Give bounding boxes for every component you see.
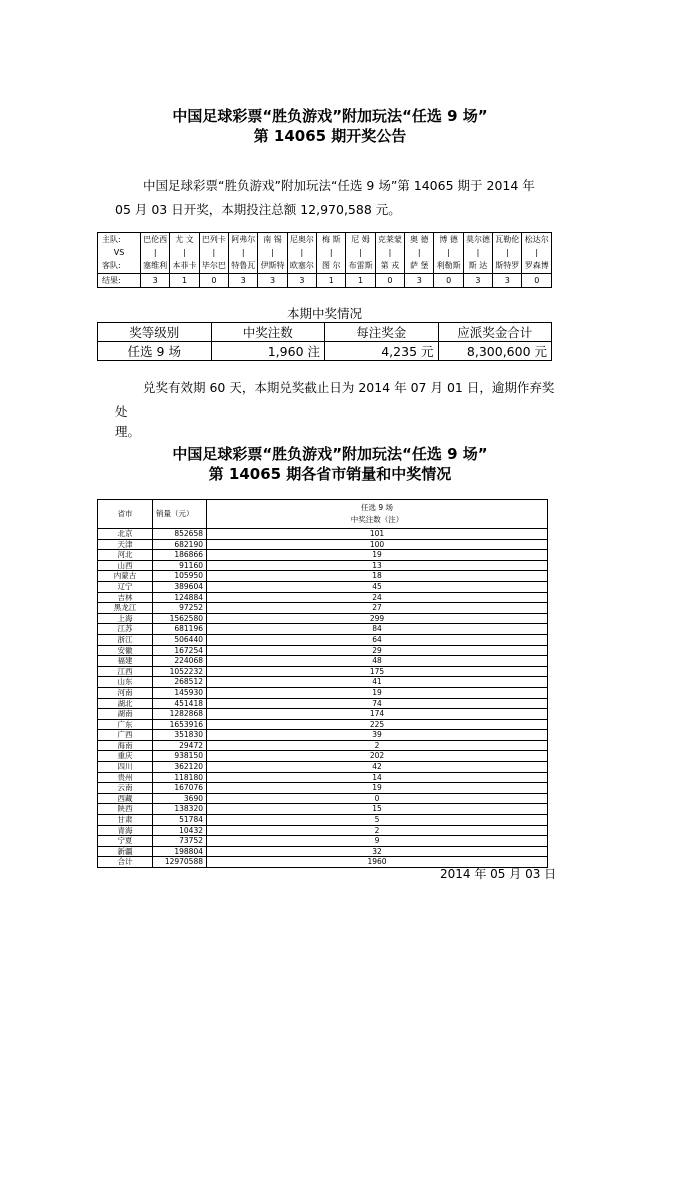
result-cell: 3 xyxy=(493,274,522,288)
win-count-cell: 39 xyxy=(207,730,548,741)
region-cell: 上海 xyxy=(98,613,153,624)
region-cell: 宁夏 xyxy=(98,836,153,847)
home-team: 尼 姆 xyxy=(351,235,370,244)
table-row xyxy=(98,624,548,635)
table-row xyxy=(98,687,548,698)
table-row xyxy=(98,804,548,815)
table-row xyxy=(98,740,548,751)
announcement-title: 中国足球彩票“胜负游戏”附加玩法“任选 9 场” xyxy=(172,107,488,125)
table-row xyxy=(98,581,548,592)
win-count-cell: 24 xyxy=(207,592,548,603)
table-row xyxy=(98,529,548,540)
home-team: 阿弗尔 xyxy=(231,235,256,244)
vs-bar: | xyxy=(241,248,245,257)
sales-cell: 138320 xyxy=(153,804,207,815)
win-count-cell: 14 xyxy=(207,772,548,783)
win-count-cell: 74 xyxy=(207,698,548,709)
report-date: 2014 年 05 月 03 日 xyxy=(440,867,557,881)
table-row xyxy=(98,772,548,783)
result-cell: 3 xyxy=(463,274,492,288)
win-count-cell: 41 xyxy=(207,677,548,688)
table-row xyxy=(98,719,548,730)
region-cell: 江西 xyxy=(98,666,153,677)
sales-cell: 938150 xyxy=(153,751,207,762)
match-cell xyxy=(405,233,434,274)
sales-cell: 118180 xyxy=(153,772,207,783)
home-team: 南 锡 xyxy=(263,235,282,244)
away-team: 布雷斯 xyxy=(348,261,373,270)
result-cell: 3 xyxy=(405,274,434,288)
vs-bar: | xyxy=(183,248,186,257)
sales-cell: 3690 xyxy=(153,793,207,804)
sales-cell: 389604 xyxy=(153,581,207,592)
prize-total: 8,300,600 元 xyxy=(438,342,552,361)
table-row xyxy=(98,730,548,741)
prize-row xyxy=(98,342,552,361)
prize-count: 1,960 注 xyxy=(211,342,325,361)
sales-cell: 198804 xyxy=(153,846,207,857)
table-row xyxy=(98,571,548,582)
table-row xyxy=(98,539,548,550)
win-count-cell: 299 xyxy=(207,613,548,624)
win-count-cell: 29 xyxy=(207,645,548,656)
away-team: 欧塞尔 xyxy=(289,261,314,270)
win-count-cell: 48 xyxy=(207,656,548,667)
region-cell: 北京 xyxy=(98,529,153,540)
away-team: 图 尔 xyxy=(321,261,341,270)
prize-header: 中奖注数 xyxy=(211,323,325,342)
match-table xyxy=(97,232,552,288)
match-cell xyxy=(141,233,170,274)
province-subtitle: 第 14065 期各省市销量和中奖情况 xyxy=(208,465,452,483)
result-cell: 3 xyxy=(141,274,170,288)
result-cell: 3 xyxy=(258,274,287,288)
region-cell: 贵州 xyxy=(98,772,153,783)
match-cell xyxy=(375,233,404,274)
win-count-cell: 175 xyxy=(207,666,548,677)
win-count-cell: 13 xyxy=(207,560,548,571)
table-row xyxy=(98,550,548,561)
table-row xyxy=(98,846,548,857)
match-cell xyxy=(287,233,316,274)
away-team: 伊斯特 xyxy=(260,261,285,270)
region-cell: 湖南 xyxy=(98,709,153,720)
home-team: 梅 斯 xyxy=(321,235,341,244)
vs-bar: | xyxy=(329,248,333,257)
table-row xyxy=(98,656,548,667)
sales-cell: 97252 xyxy=(153,603,207,614)
table-row xyxy=(98,560,548,571)
vs-bar: | xyxy=(212,248,216,257)
sales-cell: 224068 xyxy=(153,656,207,667)
win-count-cell: 19 xyxy=(207,550,548,561)
announcement-subtitle: 第 14065 期开奖公告 xyxy=(253,127,407,145)
region-cell: 黑龙江 xyxy=(98,603,153,614)
win-count-cell: 225 xyxy=(207,719,548,730)
win-count-cell: 15 xyxy=(207,804,548,815)
sales-cell: 29472 xyxy=(153,740,207,751)
table-row xyxy=(98,666,548,677)
win-count-cell: 9 xyxy=(207,836,548,847)
table-row xyxy=(98,634,548,645)
sales-cell: 1052232 xyxy=(153,666,207,677)
vs-bar: | xyxy=(153,248,157,257)
result-cell: 0 xyxy=(375,274,404,288)
region-cell: 福建 xyxy=(98,656,153,667)
home-team: 巴列卡 xyxy=(201,235,226,244)
away-team: 罗森博 xyxy=(524,261,549,270)
match-cell xyxy=(522,233,552,274)
vs-bar: | xyxy=(417,248,421,257)
province-table xyxy=(97,499,548,868)
region-cell: 山西 xyxy=(98,560,153,571)
region-cell: 河南 xyxy=(98,687,153,698)
sales-cell: 51784 xyxy=(153,815,207,826)
win-count-cell: 1960 xyxy=(207,857,548,868)
win-count-cell: 42 xyxy=(207,762,548,773)
sales-cell: 682190 xyxy=(153,539,207,550)
win-count-cell: 45 xyxy=(207,581,548,592)
vs-label: VS xyxy=(113,248,125,257)
table-row xyxy=(98,815,548,826)
match-cell xyxy=(493,233,522,274)
sales-cell: 186866 xyxy=(153,550,207,561)
match-cell xyxy=(258,233,287,274)
sales-cell: 362120 xyxy=(153,762,207,773)
result-cell: 3 xyxy=(287,274,316,288)
prize-header-row xyxy=(98,323,552,342)
sales-cell: 681196 xyxy=(153,624,207,635)
province-title: 中国足球彩票“胜负游戏”附加玩法“任选 9 场” xyxy=(172,445,488,463)
table-row xyxy=(98,836,548,847)
province-header-row xyxy=(98,500,548,529)
sales-cell: 1562580 xyxy=(153,613,207,624)
win-count-cell: 2 xyxy=(207,825,548,836)
sales-cell: 145930 xyxy=(153,687,207,698)
table-row xyxy=(98,825,548,836)
sales-cell: 351830 xyxy=(153,730,207,741)
region-cell: 海南 xyxy=(98,740,153,751)
win-count-cell: 101 xyxy=(207,529,548,540)
match-cell xyxy=(463,233,492,274)
sales-cell: 12970588 xyxy=(153,857,207,868)
table-row xyxy=(98,751,548,762)
home-team: 松达尔 xyxy=(524,235,549,244)
region-cell: 青海 xyxy=(98,825,153,836)
region-cell: 天津 xyxy=(98,539,153,550)
region-cell: 西藏 xyxy=(98,793,153,804)
away-team: 特鲁瓦 xyxy=(231,261,256,270)
match-cell xyxy=(229,233,258,274)
region-cell: 四川 xyxy=(98,762,153,773)
sales-cell: 268512 xyxy=(153,677,207,688)
redeem-line-2: 理。 xyxy=(115,424,141,439)
table-row xyxy=(98,603,548,614)
table-row xyxy=(98,793,548,804)
prize-table xyxy=(97,322,552,361)
home-label: 主队: xyxy=(102,235,121,244)
vs-bar: | xyxy=(447,248,450,257)
home-team: 博 德 xyxy=(439,235,458,244)
win-count-cell: 174 xyxy=(207,709,548,720)
prize-caption: 本期中奖情况 xyxy=(286,306,362,321)
vs-bar: | xyxy=(271,248,274,257)
away-team: 塞维利 xyxy=(143,261,168,270)
win-count-cell: 19 xyxy=(207,687,548,698)
sales-header: 销量（元） xyxy=(153,500,207,529)
home-team: 巴伦西 xyxy=(143,235,168,244)
sales-cell: 852658 xyxy=(153,529,207,540)
region-header: 省市 xyxy=(98,500,153,529)
away-team: 本菲卡 xyxy=(172,261,197,270)
away-team: 毕尔巴 xyxy=(201,261,226,270)
result-cell: 0 xyxy=(522,274,552,288)
away-team: 萨 堡 xyxy=(409,261,429,270)
table-row xyxy=(98,613,548,624)
sales-cell: 124884 xyxy=(153,592,207,603)
away-team: 利勒斯 xyxy=(436,261,461,270)
prize-per-bet: 4,235 元 xyxy=(325,342,439,361)
prize-header: 每注奖金 xyxy=(325,323,439,342)
match-cell xyxy=(434,233,463,274)
vs-bar: | xyxy=(300,248,304,257)
result-label: 结果: xyxy=(98,274,141,288)
table-row xyxy=(98,783,548,794)
away-team: 斯特罗 xyxy=(495,261,520,270)
home-team: 瓦勒伦 xyxy=(495,235,520,244)
sales-cell: 105950 xyxy=(153,571,207,582)
match-results-row xyxy=(98,274,552,288)
redeem-line-1: 兑奖有效期 60 天，本期兑奖截止日为 2014 年 07 月 01 日，逾期作弃奖处 xyxy=(115,380,555,419)
match-cell xyxy=(170,233,199,274)
region-cell: 山东 xyxy=(98,677,153,688)
win-count-cell: 202 xyxy=(207,751,548,762)
table-row xyxy=(98,698,548,709)
region-cell: 湖北 xyxy=(98,698,153,709)
win-count-cell: 5 xyxy=(207,815,548,826)
sales-cell: 73752 xyxy=(153,836,207,847)
sales-cell: 1653916 xyxy=(153,719,207,730)
region-cell: 重庆 xyxy=(98,751,153,762)
region-cell: 合计 xyxy=(98,857,153,868)
sales-cell: 1282868 xyxy=(153,709,207,720)
region-cell: 河北 xyxy=(98,550,153,561)
win-count-cell: 19 xyxy=(207,783,548,794)
win-count-cell: 100 xyxy=(207,539,548,550)
intro-line-2: 05 月 03 日开奖，本期投注总额 12,970,588 元。 xyxy=(115,202,401,217)
sales-cell: 167254 xyxy=(153,645,207,656)
table-row xyxy=(98,677,548,688)
match-cell xyxy=(199,233,228,274)
result-cell: 3 xyxy=(229,274,258,288)
vs-bar: | xyxy=(535,248,539,257)
win-count-cell: 84 xyxy=(207,624,548,635)
home-team: 尼奥尔 xyxy=(289,235,314,244)
home-team: 尤 文 xyxy=(175,235,194,244)
sales-cell: 167076 xyxy=(153,783,207,794)
redeem-notice xyxy=(115,376,555,444)
win-count-cell: 2 xyxy=(207,740,548,751)
win-count-cell: 32 xyxy=(207,846,548,857)
vs-bar: | xyxy=(388,248,392,257)
region-cell: 江苏 xyxy=(98,624,153,635)
table-row xyxy=(98,762,548,773)
table-row xyxy=(98,645,548,656)
win-count-cell: 18 xyxy=(207,571,548,582)
sales-cell: 451418 xyxy=(153,698,207,709)
region-cell: 广东 xyxy=(98,719,153,730)
province-table-body xyxy=(98,529,548,868)
region-cell: 内蒙古 xyxy=(98,571,153,582)
result-cell: 0 xyxy=(434,274,463,288)
result-cell: 0 xyxy=(199,274,228,288)
home-team: 克莱蒙 xyxy=(377,235,402,244)
intro-paragraph xyxy=(115,174,555,222)
region-cell: 辽宁 xyxy=(98,581,153,592)
result-cell: 1 xyxy=(317,274,346,288)
region-cell: 浙江 xyxy=(98,634,153,645)
win-header xyxy=(207,500,548,529)
win-count-cell: 0 xyxy=(207,793,548,804)
result-cell: 1 xyxy=(170,274,199,288)
intro-line-1: 中国足球彩票“胜负游戏”附加玩法“任选 9 场”第 14065 期于 2014 年 xyxy=(143,178,535,193)
region-cell: 广西 xyxy=(98,730,153,741)
sales-cell: 91160 xyxy=(153,560,207,571)
region-cell: 安徽 xyxy=(98,645,153,656)
prize-header: 应派奖金合计 xyxy=(438,323,552,342)
table-row xyxy=(98,592,548,603)
result-cell: 1 xyxy=(346,274,375,288)
away-label: 客队: xyxy=(102,261,121,270)
region-cell: 吉林 xyxy=(98,592,153,603)
vs-bar: | xyxy=(476,248,480,257)
table-row xyxy=(98,709,548,720)
home-team: 奥 德 xyxy=(409,235,429,244)
match-teams-row xyxy=(98,233,552,274)
prize-level: 任选 9 场 xyxy=(98,342,212,361)
region-cell: 云南 xyxy=(98,783,153,794)
win-count-cell: 27 xyxy=(207,603,548,614)
away-team: 第 戎 xyxy=(380,261,400,270)
home-team: 莫尔德 xyxy=(465,235,490,244)
prize-header: 奖等级别 xyxy=(98,323,212,342)
vs-bar: | xyxy=(505,248,509,257)
match-cell xyxy=(346,233,375,274)
win-header-line-1: 任选 9 场 xyxy=(360,503,394,512)
region-cell: 新疆 xyxy=(98,846,153,857)
sales-cell: 506440 xyxy=(153,634,207,645)
region-cell: 甘肃 xyxy=(98,815,153,826)
vs-bar: | xyxy=(359,248,362,257)
region-cell: 陕西 xyxy=(98,804,153,815)
match-cell xyxy=(317,233,346,274)
match-label-cell xyxy=(98,233,141,274)
win-header-line-2: 中奖注数（注） xyxy=(350,515,404,524)
sales-cell: 10432 xyxy=(153,825,207,836)
win-count-cell: 64 xyxy=(207,634,548,645)
away-team: 斯 达 xyxy=(468,261,488,270)
